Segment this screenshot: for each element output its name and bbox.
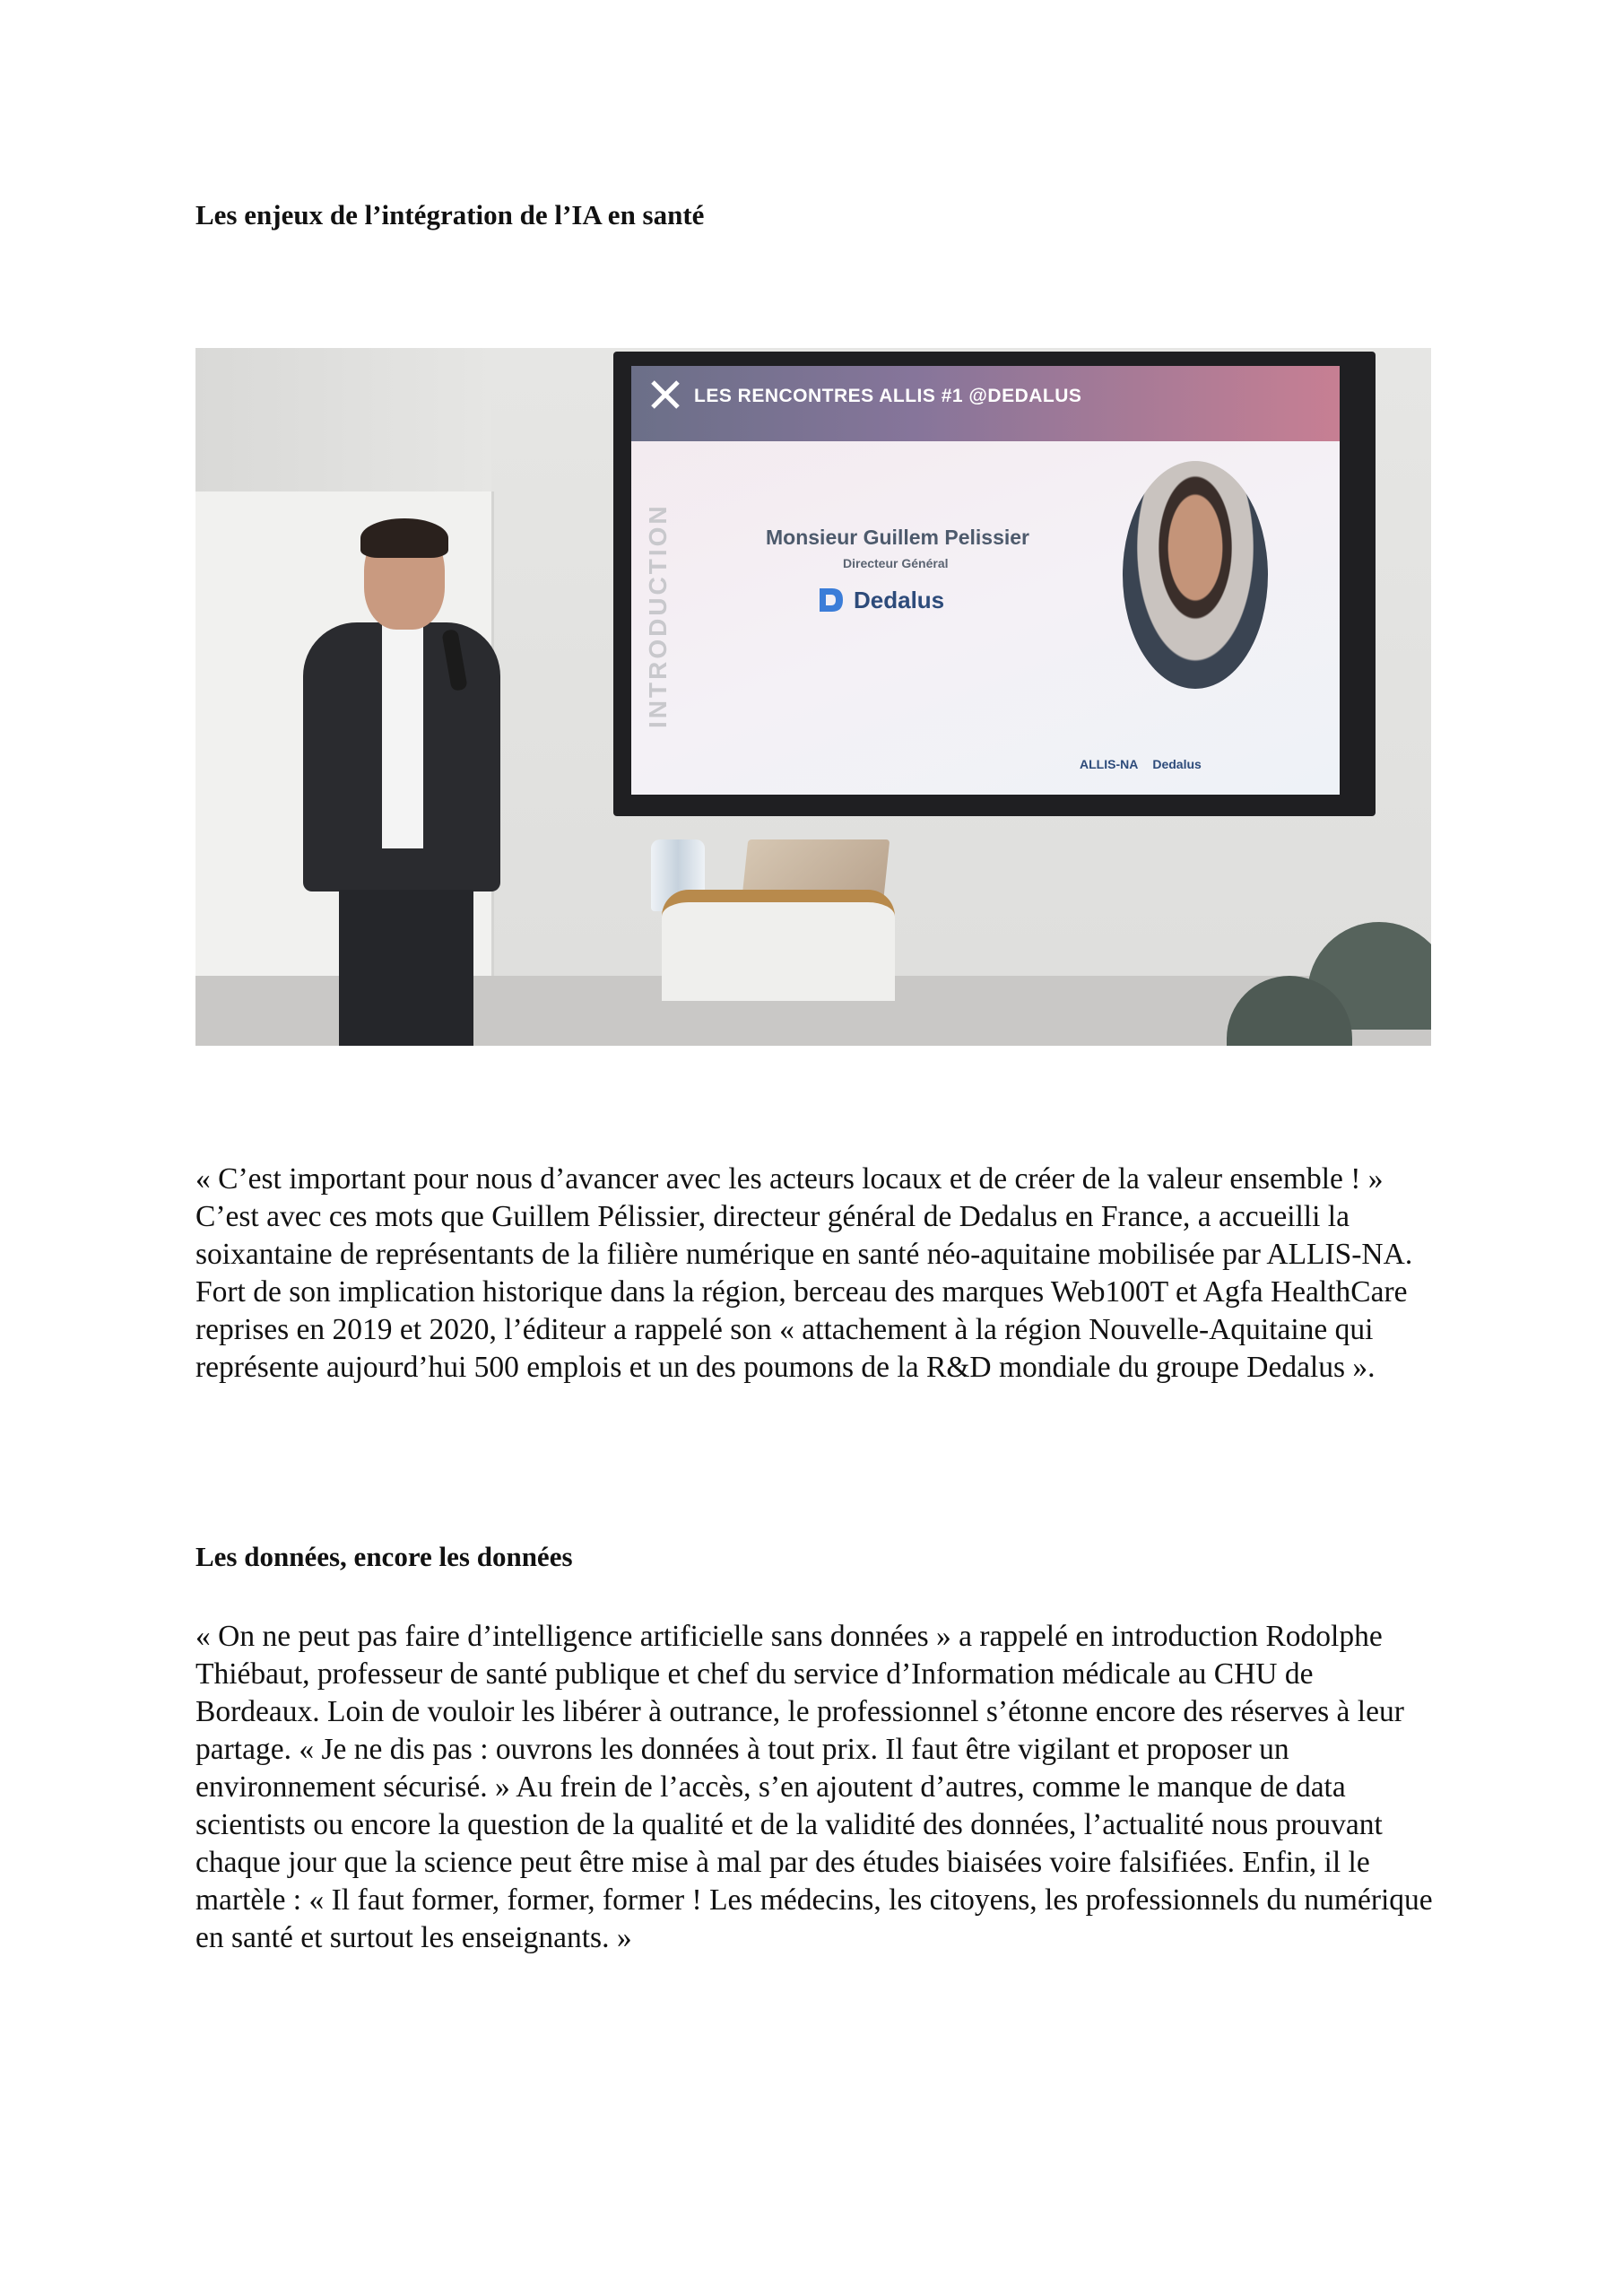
slide-side-label: INTRODUCTION [644,503,672,728]
podium [662,890,895,1001]
slide-brand-text: Dedalus [854,586,945,613]
paragraph-intro: « C’est important pour nous d’avancer avec les acteurs locaux et de créer de la valeur ensemble ! » C’est avec ces mots que Guillem Pélissier, directeur général de Dedalus en France, a accueilli la soixantaine de représentants de la filière numérique en santé néo-aquitaine mobilisée par ALLIS-NA. Fort de son implication historique dans la région, berceau des marques Web100T et Agfa HealthCare reprises en 2019 et 2020, l’éditeur a rappelé son « attachement à la région Nouvelle-Aquitaine qui représente aujourd’hui 500 emplois et un des poumons de la R&D mondiale du groupe Dedalus ». [195,1162,1413,1384]
slide-speaker-role: Directeur Général [843,556,949,570]
slide-brand [816,585,944,615]
slide-footer-logos [1080,757,1202,771]
event-photo [195,348,1431,1046]
slide-header-band [631,366,1340,441]
speaker-trousers [339,890,473,1046]
speaker-hair [360,518,448,558]
presentation-screen [613,352,1376,816]
paragraph-donnees: « On ne peut pas faire d’intelligence artificielle sans données » a rappelé en introduction Rodolphe Thiébaut, professeur de santé publique et chef du service d’Information médicale au CHU de Bordeaux. Loin de vouloir les libérer à outrance, le professionnel s’étonne encore des réserves à leur partage. « Je ne dis pas : ouvrons les données à tout prix. Il faut être vigilant et proposer un environnement sécurisé. » Au frein de l’accès, s’en ajoutent d’autres, comme le manque de data scientists ou encore la question de la qualité et de la validité des données, l’actualité nous prouvant chaque jour que la science peut être mise à mal par des études biaisées voire falsifiées. Enfin, il le martèle : « Il faut former, former, former ! Les médecins, les citoyens, les professionnels du numérique en santé et surtout les enseignants. » [195,1620,1433,1954]
slide-speaker-name: Monsieur Guillem Pelissier [766,526,1029,549]
speaker-portrait [1123,461,1268,689]
dedalus-footer-logo: Dedalus [1152,757,1202,771]
slide [631,366,1340,795]
slide-header-text: LES RENCONTRES ALLIS #1 @DEDALUS [694,386,1082,406]
allis-logo-icon [649,378,681,411]
allis-footer-logo: ALLIS-NA [1080,757,1139,771]
speaker-shirt [382,624,423,848]
speaker-figure [285,524,518,1046]
section-heading-ia-sante: Les enjeux de l’intégration de l’IA en santé [195,199,705,230]
dedalus-logo-icon [816,585,846,615]
section-heading-donnees: Les données, encore les données [195,1541,573,1572]
